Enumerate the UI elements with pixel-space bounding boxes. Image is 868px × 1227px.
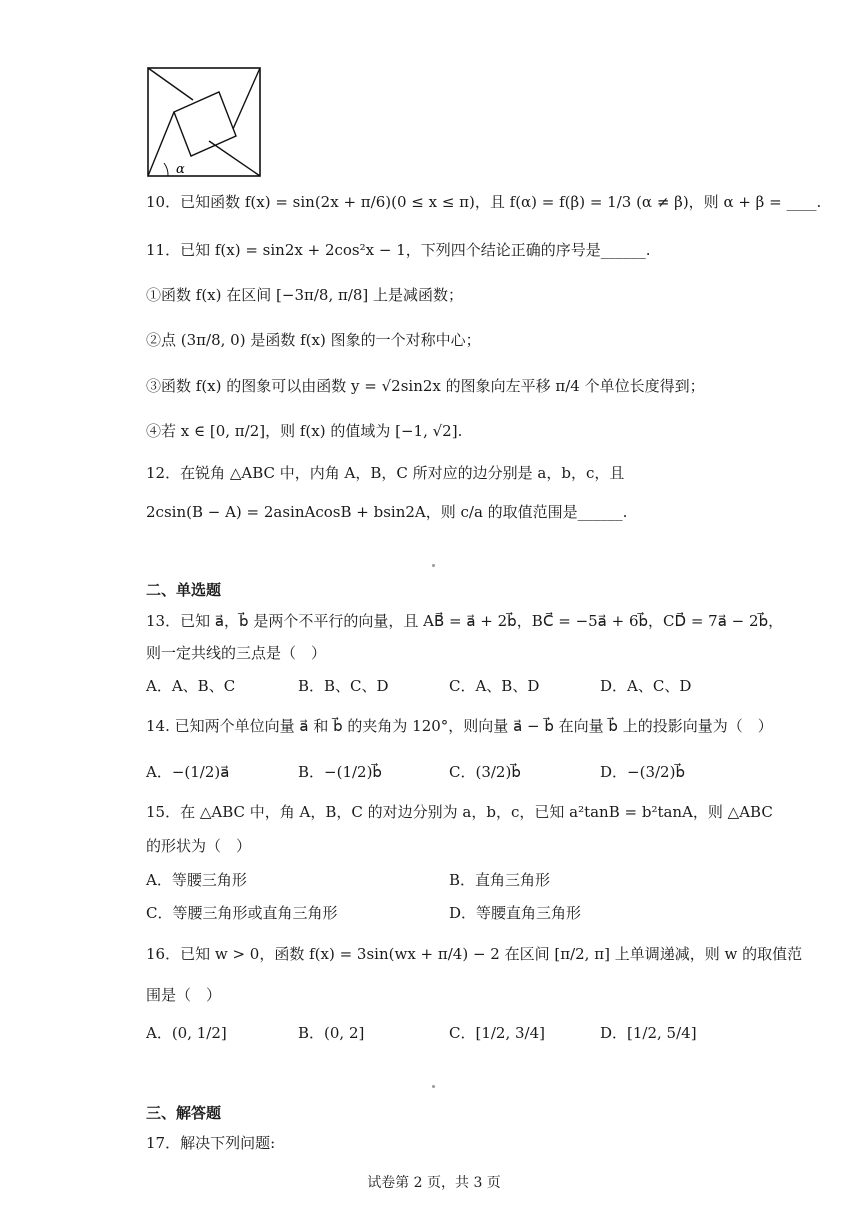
question-12-line-2: 2csin(B − A) = 2asinAcosB + bsin2A，则 c/a 的取值范围是______. xyxy=(146,503,628,521)
question-15-option-a[interactable]: A．等腰三角形 xyxy=(146,871,247,889)
question-14-option-c[interactable]: C．(3/2)b⃗ xyxy=(449,763,521,781)
question-13-line-1: 13．已知 a⃗，b⃗ 是两个不平行的向量，且 AB⃗ = a⃗ + 2b⃗，BC⃗ = −5a⃗ + 6b⃗，CD⃗ = 7a⃗ − 2b⃗， xyxy=(146,612,784,630)
section-heading-single-choice: 二、单选题 xyxy=(146,581,222,599)
question-17: 17．解决下列问题: xyxy=(146,1134,276,1152)
question-11-item-4: ④若 x ∈ [0, π/2]，则 f(x) 的值域为 [−1, √2]. xyxy=(146,422,463,440)
question-13-option-b[interactable]: B．B、C、D xyxy=(298,677,389,695)
angle-label: α xyxy=(176,162,185,177)
question-16-line-2: 围是（ ） xyxy=(146,986,222,1004)
question-15-line-1: 15．在 △ABC 中，角 A，B，C 的对边分别为 a，b，c，已知 a²tanB = b²tanA，则 △ABC xyxy=(146,803,773,821)
question-15-option-c[interactable]: C．等腰三角形或直角三角形 xyxy=(146,904,338,922)
question-11-stem: 11．已知 f(x) = sin2x + 2cos²x − 1，下列四个结论正确的序号是______. xyxy=(146,241,651,259)
question-15-option-d[interactable]: D．等腰直角三角形 xyxy=(449,904,582,922)
question-13-option-a[interactable]: A．A、B、C xyxy=(146,677,236,695)
question-16-option-b[interactable]: B．(0, 2] xyxy=(298,1024,365,1042)
section-heading-answer: 三、解答题 xyxy=(146,1104,222,1122)
question-14-option-a[interactable]: A．−(1/2)a⃗ xyxy=(146,763,230,781)
question-16-option-a[interactable]: A．(0, 1/2] xyxy=(146,1024,227,1042)
question-14-stem: 14. 已知两个单位向量 a⃗ 和 b⃗ 的夹角为 120°，则向量 a⃗ − b⃗ 在向量 b⃗ 上的投影向量为（ ） xyxy=(146,717,773,735)
question-11-item-2: ②点 (3π/8, 0) 是函数 f(x) 图象的一个对称中心； xyxy=(146,331,481,349)
question-13-option-d[interactable]: D．A、C、D xyxy=(600,677,692,695)
square-figure xyxy=(146,66,262,178)
page-footer: 试卷第 2 页，共 3 页 xyxy=(367,1175,501,1191)
question-14-option-d[interactable]: D．−(3/2)b⃗ xyxy=(600,763,685,781)
question-13-line-2: 则一定共线的三点是（ ） xyxy=(146,644,327,662)
question-11-item-3: ③函数 f(x) 的图象可以由函数 y = √2sin2x 的图象向左平移 π/4 个单位长度得到； xyxy=(146,377,705,395)
page-speck xyxy=(432,564,435,567)
question-13-option-c[interactable]: C．A、B、D xyxy=(449,677,540,695)
question-16-option-d[interactable]: D．[1/2, 5/4] xyxy=(600,1024,697,1042)
question-10: 10．已知函数 f(x) = sin(2x + π/6)(0 ≤ x ≤ π)，且 f(α) = f(β) = 1/3 (α ≠ β)，则 α + β = ____. xyxy=(146,193,822,211)
question-12-line-1: 12．在锐角 △ABC 中，内角 A，B，C 所对应的边分别是 a，b，c，且 xyxy=(146,464,625,482)
question-16-line-1: 16．已知 w > 0，函数 f(x) = 3sin(wx + π/4) − 2 在区间 [π/2, π] 上单调递减，则 w 的取值范 xyxy=(146,945,803,963)
question-16-option-c[interactable]: C．[1/2, 3/4] xyxy=(449,1024,545,1042)
page-speck xyxy=(432,1085,435,1088)
question-14-option-b[interactable]: B．−(1/2)b⃗ xyxy=(298,763,382,781)
question-15-option-b[interactable]: B．直角三角形 xyxy=(449,871,551,889)
question-15-line-2: 的形状为（ ） xyxy=(146,837,252,855)
question-11-item-1: ①函数 f(x) 在区间 [−3π/8, π/8] 上是减函数； xyxy=(146,286,464,304)
